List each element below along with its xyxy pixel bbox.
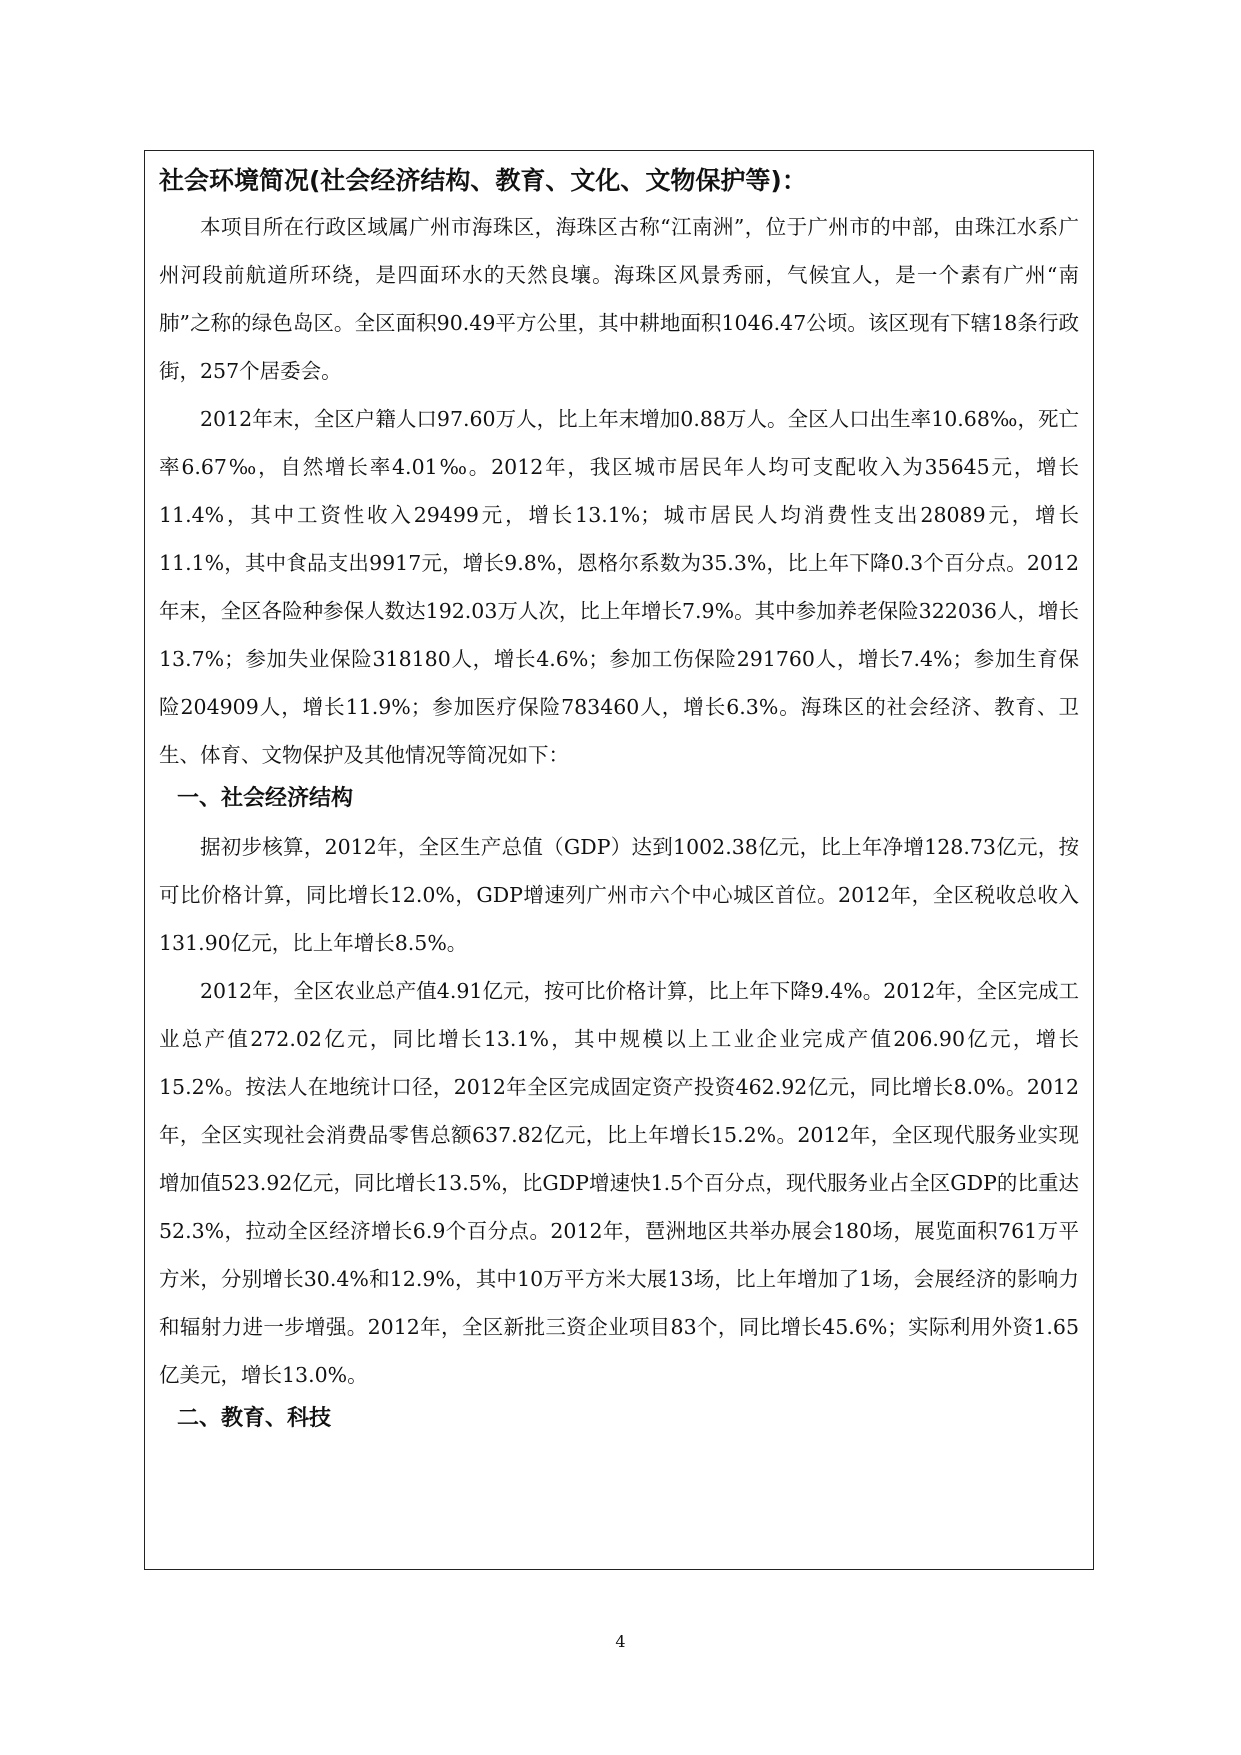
subsection-title-economy: 一、社会经济结构 xyxy=(177,786,354,811)
paragraph-gdp: 据初步核算，2012年，全区生产总值（GDP）达到1002.38亿元，比上年净增128.73亿元，按可比价格计算，同比增长12.0%，GDP增速列广州市六个中心城区首位。2012年，全区税收总收入131.90亿元，比上年增长8.5%。 xyxy=(159,835,1079,955)
subsection-title-education: 二、教育、科技 xyxy=(177,1406,332,1431)
page-number: 4 xyxy=(615,1632,626,1651)
section-heading: 社会环境简况(社会经济结构、教育、文化、文物保护等)： xyxy=(159,166,807,195)
paragraph-population-income: 2012年末，全区户籍人口97.60万人，比上年末增加0.88万人。全区人口出生率10.68‰，死亡率6.67‰，自然增长率4.01‰。2012年，我区城市居民年人均可支配收入为35645元，增长11.4%，其中工资性收入29499元，增长13.1%；城市居民人均消费性支出28089元，增长11.1%，其中食品支出9917元，增长9.8%，恩格尔系数为35.3%，比上年下降0.3个百分点。2012年末，全区各险种参保人数达192.03万人次，比上年增长7.9%。其中参加养老保险322036人，增长13.7%；参加失业保险318180人，增长4.6%；参加工伤保险291760人，增长7.4%；参加生育保险204909人，增长11.9%；参加医疗保险783460人，增长6.3%。海珠区的社会经济、教育、卫生、体育、文物保护及其他情况等简况如下： xyxy=(159,407,1079,767)
paragraph-industry: 2012年，全区农业总产值4.91亿元，按可比价格计算，比上年下降9.4%。2012年，全区完成工业总产值272.02亿元，同比增长13.1%，其中规模以上工业企业完成产值206.90亿元，增长15.2%。按法人在地统计口径，2012年全区完成固定资产投资462.92亿元，同比增长8.0%。2012年，全区实现社会消费品零售总额637.82亿元，比上年增长15.2%。2012年，全区现代服务业实现增加值523.92亿元，同比增长13.5%，比GDP增速快1.5个百分点，现代服务业占全区GDP的比重达52.3%，拉动全区经济增长6.9个百分点。2012年，琶洲地区共举办展会180场，展览面积761万平方米，分别增长30.4%和12.9%，其中10万平方米大展13场，比上年增加了1场，会展经济的影响力和辐射力进一步增强。2012年，全区新批三资企业项目83个，同比增长45.6%；实际利用外资1.65亿美元，增长13.0%。 xyxy=(159,979,1079,1387)
content-frame xyxy=(144,150,1094,1570)
paragraph-district-overview: 本项目所在行政区域属广州市海珠区，海珠区古称“江南洲”，位于广州市的中部，由珠江水系广州河段前航道所环绕，是四面环水的天然良壤。海珠区风景秀丽，气候宜人，是一个素有广州“南肺”之称的绿色岛区。全区面积90.49平方公里，其中耕地面积1046.47公顷。该区现有下辖18条行政街，257个居委会。 xyxy=(159,215,1079,383)
